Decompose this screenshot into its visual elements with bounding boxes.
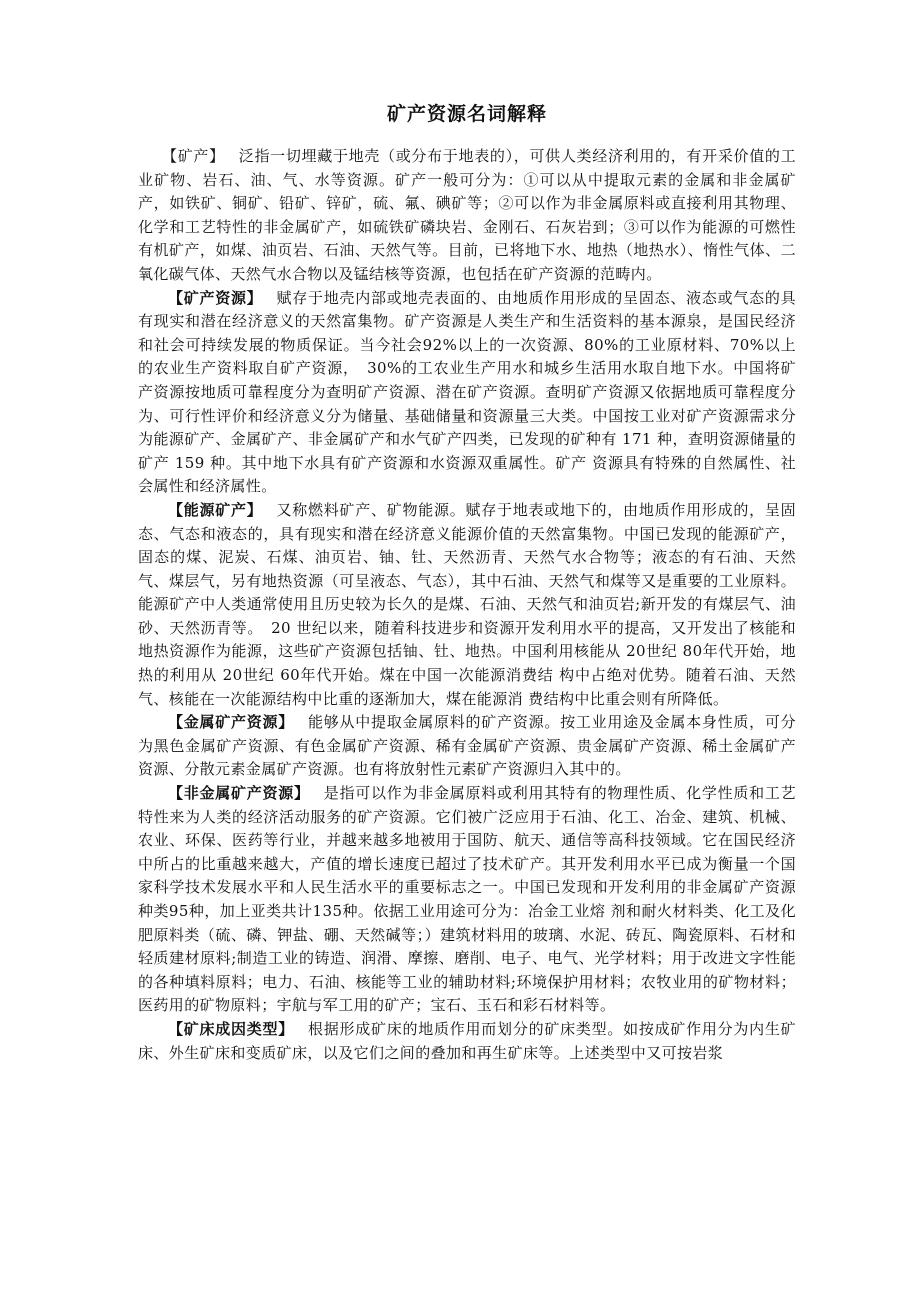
entry-term: 【非金属矿产资源】 xyxy=(168,784,310,803)
entry-text: 赋存于地壳内部或地壳表面的、由地质作用形成的呈固态、液态或气态的具有现实和潜在经济意义的天然富集物。矿产资源是人类生产和生活资料的基本源泉，是国民经济和社会可持续发展的物质保证。当今社会92%以上的一次资源、80%的工业原材料、70%以上的农业生产资料取自矿产资源， 30%的工农业生产用水和城乡生活用水取自地下水。中国将矿产资源按地质可靠程度分为查明矿产资源、潜在矿产资源。查明矿产资源又依据地质可靠程度分为、可行性评价和经济意义分为储量、基础储量和资源量三大类。中国按工业对矿产资源需求分为能源矿产、金属矿产、非金属矿产和水气矿产四类，已发现的矿种有 171 种，查明资源储量的矿产 159 种。其中地下水具有矿产资源和水资源双重属性。矿产 资源具有特殊的自然属性、社会属性和经济属性。 xyxy=(138,288,796,496)
document-page xyxy=(138,100,796,1065)
entry-text: 泛指一切埋藏于地壳（或分布于地表的），可供人类经济利用的，有开采价值的工业矿物、岩石、油、气、水等资源。矿产一般可分为：①可以从中提取元素的金属和非金属矿产，如铁矿、铜矿、铅矿、锌矿，硫、氟、碘矿等；②可以作为非金属原料或直接利用其物理、化学和工艺特性的非金属矿产，如硫铁矿磷块岩、金刚石、石灰岩到；③可以作为能源的可燃性有机矿产，如煤、油页岩、石油、天然气等。目前，已将地下水、地热（地热水）、惰性气体、二氧化碳气体、天然气水合物以及锰结核等资源，也包括在矿产资源的范畴内。 xyxy=(138,147,796,283)
entry-term: 【矿床成因类型】 xyxy=(168,1019,295,1038)
entry-mineral xyxy=(138,145,796,287)
entry-text: 是指可以作为非金属原料或利用其特有的物理性质、化学性质和工艺特性来为人类的经济活动服务的矿产资源。它们被广泛应用于石油、化工、冶金、建筑、机械、农业、环保、医药等行业，并越来越多地被用于国防、航天、通信等高科技领域。它在国民经济中所占的比重越来越大，产值的增长速度已超过了技术矿产。其开发利用水平已成为衡量一个国家科学技术发展水平和人民生活水平的重要标志之一。中国已发现和开发利用的非金属矿产资源种类95种，加上亚类共计135种。依据工业用途可分为：冶金工业熔 剂和耐火材料类、化工及化肥原料类（硫、磷、钾盐、硼、天然碱等；）建筑材料用的玻璃、水泥、砖瓦、陶瓷原料、石材和轻质建材原料;制造工业的铸造、润滑、摩擦、磨削、电子、电气、光学材料；用于改进文字性能的各种填料原料；电力、石油、核能等工业的辅助材料;环境保护用材料；农牧业用的矿物材料；医药用的矿物原料；宇航与军工用的矿产；宝石、玉石和彩石材料等。 xyxy=(138,784,796,1015)
entry-term: 【矿产】 xyxy=(162,147,225,165)
entry-mineral-resources xyxy=(138,287,796,499)
entry-metal-minerals xyxy=(138,711,796,782)
entry-term: 【矿产资源】 xyxy=(168,288,263,307)
entry-term: 【金属矿产资源】 xyxy=(168,713,295,732)
entry-text: 根据形成矿床的地质作用而划分的矿床类型。如按成矿作用分为内生矿床、外生矿床和变质矿床，以及它们之间的叠加和再生矿床等。上述类型中又可按岩浆 xyxy=(138,1019,797,1062)
entry-deposit-genetic-types xyxy=(138,1018,796,1065)
entry-nonmetal-minerals xyxy=(138,782,796,1018)
entry-energy-minerals xyxy=(138,499,796,711)
entry-text: 又称燃料矿产、矿物能源。赋存于地表或地下的，由地质作用形成的，呈固态、气态和液态的，具有现实和潜在经济意义能源价值的天然富集物。中国已发现的能源矿产，固态的煤、泥炭、石煤、油页岩、铀、钍、天然沥青、天然气水合物等；液态的有石油、天然气、煤层气，另有地热资源（可呈液态、气态），其中石油、天然气和煤等又是重要的工业原料。能源矿产中人类通常使用且历史较为长久的是煤、石油、天然气和油页岩;新开发的有煤层气、油砂、天然沥青等。 20 世纪以来，随着科技进步和资源开发利用水平的提高，又开发出了核能和地热资源作为能源，这些矿产资源包括铀、钍、地热。中国利用核能从 20世纪 80年代开始，地热的利用从 20世纪 60年代开始。煤在中国一次能源消费结 构中占绝对优势。随着石油、天然气、核能在一次能源结构中比重的逐渐加大，煤在能源消 费结构中比重会则有所降低。 xyxy=(138,500,796,708)
document-title: 矿产资源名词解释 xyxy=(386,103,547,125)
entry-term: 【能源矿产】 xyxy=(168,500,263,519)
entry-text: 能够从中提取金属原料的矿产资源。按工业用途及金属本身性质，可分为黑色金属矿产资源、有色金属矿产资源、稀有金属矿产资源、贵金属矿产资源、稀土金属矿产资源、分散元素金属矿产资源。也有将放射性元素矿产资源归入其中的。 xyxy=(138,713,797,779)
